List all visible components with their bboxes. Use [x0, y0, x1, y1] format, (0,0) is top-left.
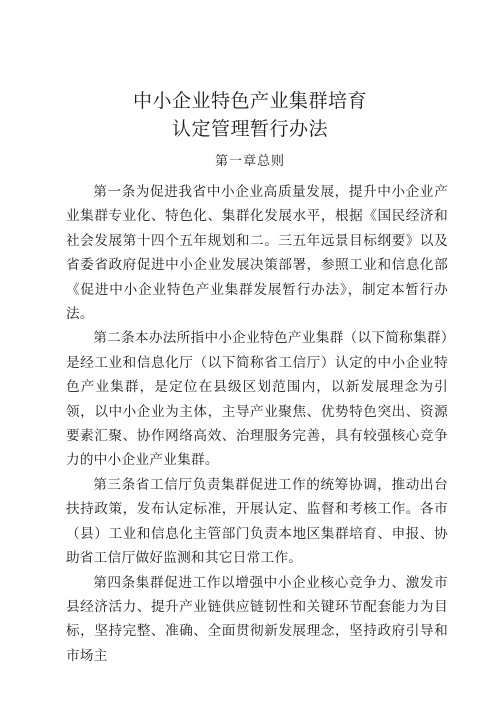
document-title-line-1: 中小企业特色产业集群培育 — [132, 90, 367, 112]
article-2-paragraph: 第二条本办法所指中小企业特色产业集群（以下简称集群）是经工业和信息化厅（以下简称省工信厅）认定的中小企业特色产业集群，是定位在县级区划范围内，以新发展理念为引领，以中小企业为主体，主导产业聚焦、优势特色突出、资源要素汇聚、协作网络高效、治理服务完善，具有较强核心竞争力的中小企业产业集群。 — [66, 330, 448, 469]
chapter-heading: 第一章总则 — [214, 154, 285, 169]
document-title-line-2: 认定管理暂行办法 — [171, 118, 328, 140]
article-3-paragraph: 第三条省工信厅负责集群促进工作的统筹协调，推动出台扶持政策，发布认定标准，开展认定、监督和考核工作。各市（县）工业和信息化主管部门负责本地区集群培育、申报、协助省工信厅做好监测和其它日常工作。 — [66, 476, 448, 567]
article-1-paragraph: 第一条为促进我省中小企业高质量发展，提升中小企业产业集群专业化、特色化、集群化发展水平，根据《国民经济和社会发展第十四个五年规划和二。三五年远景目标纲要》以及省委省政府促进中小企业发展决策部署，参照工业和信息化部《促进中小企业特色产业集群发展暂行办法》，制定本暂行办法。 — [66, 184, 448, 323]
article-4-paragraph: 第四条集群促进工作以增强中小企业核心竞争力、激发市县经济活力、提升产业链供应链韧性和关键环节配套能力为目标，坚持完整、准确、全面贯彻新发展理念，坚持政府引导和市场主 — [66, 574, 448, 664]
document-body — [66, 180, 448, 668]
